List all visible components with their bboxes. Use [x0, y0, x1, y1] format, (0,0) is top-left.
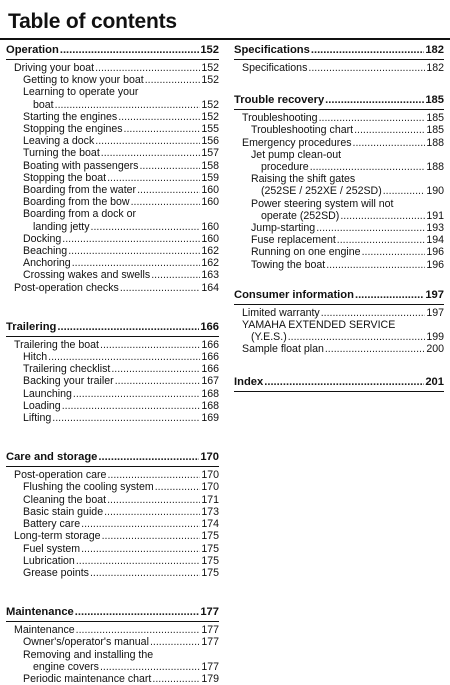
- toc-section-heading[interactable]: [6, 44, 219, 57]
- toc-section-heading[interactable]: [6, 451, 219, 464]
- toc-entry[interactable]: [6, 649, 219, 661]
- toc-entry-text: Running on one engine: [251, 246, 361, 259]
- toc-entry-text: Lifting: [23, 412, 52, 425]
- toc-entry-text: Post-operation care: [14, 469, 107, 482]
- toc-section: [234, 376, 444, 392]
- toc-entry[interactable]: [6, 624, 219, 636]
- toc-page-number: 177: [201, 660, 219, 673]
- dot-leader: [115, 375, 201, 387]
- toc-page-number: 166: [201, 338, 219, 351]
- toc-entry-text: Loading: [23, 399, 61, 412]
- toc-entry-text: Backing your trailer: [23, 375, 114, 388]
- dot-leader: [155, 481, 201, 493]
- toc-entry-text: Boarding from the water: [23, 184, 137, 197]
- dot-leader: [145, 74, 201, 86]
- dot-leader: [68, 245, 200, 257]
- toc-page-number: 185: [426, 112, 444, 125]
- dot-leader: [337, 234, 426, 246]
- toc-entry-text: Jet pump clean-out: [251, 148, 342, 161]
- toc-right-column: [234, 44, 444, 394]
- toc-entry[interactable]: [234, 259, 444, 271]
- section-rule: [234, 59, 444, 60]
- toc-entry[interactable]: [234, 161, 444, 173]
- section-rule: [6, 336, 219, 337]
- toc-page-number: 152: [201, 110, 219, 123]
- dot-leader: [118, 111, 200, 123]
- toc-entry-text: Boating with passengers: [23, 159, 139, 172]
- toc-page-number: 177: [201, 624, 219, 637]
- dot-leader: [107, 172, 200, 184]
- toc-page-number: 191: [426, 209, 444, 222]
- toc-section-heading[interactable]: [6, 606, 219, 619]
- toc-entry[interactable]: [6, 160, 219, 172]
- toc-entry-text: Jump-starting: [251, 222, 316, 235]
- toc-entry[interactable]: [234, 307, 444, 319]
- toc-entry[interactable]: [6, 99, 219, 111]
- toc-page-number: 152: [201, 98, 219, 111]
- toc-page-number: 164: [201, 281, 219, 294]
- dot-leader: [62, 233, 200, 245]
- toc-entry-text: engine covers: [33, 660, 99, 673]
- dot-leader: [107, 469, 200, 481]
- toc-entry[interactable]: [234, 124, 444, 136]
- toc-entry-text: Grease points: [23, 566, 89, 579]
- toc-entry-text: Battery care: [23, 518, 81, 531]
- toc-entry[interactable]: [234, 149, 444, 161]
- toc-entry-text: Emergency procedures: [242, 136, 352, 149]
- toc-section-heading[interactable]: [234, 376, 444, 389]
- toc-entry-text: Stopping the engines: [23, 123, 123, 136]
- toc-heading-text: Specifications: [234, 44, 310, 56]
- dot-leader: [308, 62, 425, 74]
- toc-page-number: 175: [201, 566, 219, 579]
- toc-heading-text: Operation: [6, 44, 59, 56]
- toc-heading-text: Care and storage: [6, 451, 98, 464]
- toc-entry-text: Trailering checklist: [23, 363, 111, 376]
- toc-page-number: 179: [201, 672, 219, 685]
- toc-page-number: 173: [201, 505, 219, 518]
- toc-entry[interactable]: [6, 269, 219, 281]
- dot-leader: [57, 321, 199, 334]
- toc-page-number: 166: [201, 351, 219, 364]
- toc-entry-text: Anchoring: [23, 257, 71, 270]
- toc-page-number: 185: [425, 94, 444, 107]
- toc-page-number: 155: [201, 123, 219, 136]
- toc-entry[interactable]: [6, 567, 219, 579]
- toc-entry[interactable]: [6, 221, 219, 233]
- toc-entry-text: (Y.E.S.): [251, 331, 287, 344]
- toc-page-number: 175: [201, 530, 219, 543]
- dot-leader: [139, 160, 200, 172]
- dot-leader: [120, 282, 200, 294]
- toc-heading-text: Trailering: [6, 320, 57, 333]
- toc-section: [234, 289, 444, 356]
- toc-entry[interactable]: [6, 147, 219, 159]
- toc-page-number: 175: [201, 554, 219, 567]
- toc-entry[interactable]: [6, 412, 219, 424]
- toc-page-number: 199: [426, 331, 444, 344]
- dot-leader: [90, 567, 200, 579]
- toc-entry-text: Turning the boat: [23, 147, 100, 160]
- toc-entry[interactable]: [6, 530, 219, 542]
- section-rule: [234, 391, 444, 392]
- dot-leader: [101, 147, 201, 159]
- dot-leader: [60, 44, 199, 57]
- dot-leader: [355, 289, 424, 302]
- toc-page-number: 160: [201, 220, 219, 233]
- toc-heading-text: Consumer information: [234, 288, 354, 301]
- toc-entry-text: Boarding from the bow: [23, 196, 130, 209]
- toc-entry[interactable]: [6, 506, 219, 518]
- toc-page-number: 166: [200, 320, 219, 333]
- toc-entry-text: Long-term storage: [14, 530, 101, 543]
- dot-leader: [55, 99, 201, 111]
- toc-entry[interactable]: [234, 62, 444, 74]
- toc-entry[interactable]: [234, 319, 444, 331]
- section-rule: [234, 109, 444, 110]
- toc-entry-text: Getting to know your boat: [23, 74, 144, 87]
- dot-leader: [75, 606, 200, 619]
- toc-page-number: 193: [426, 222, 444, 235]
- toc-entry-text: Launching: [23, 387, 72, 400]
- dot-leader: [152, 673, 200, 685]
- toc-entry[interactable]: [6, 282, 219, 294]
- dot-leader: [95, 135, 200, 147]
- dot-leader: [316, 222, 425, 234]
- toc-section: [234, 44, 444, 74]
- toc-page-number: 188: [426, 136, 444, 149]
- toc-page-number: 163: [201, 269, 219, 282]
- dot-leader: [150, 636, 200, 648]
- toc-entry-text: Stopping the boat: [23, 171, 107, 184]
- toc-entry-text: Periodic maintenance chart: [23, 672, 152, 685]
- dot-leader: [76, 624, 201, 636]
- toc-page-number: 182: [426, 62, 444, 74]
- toc-entry[interactable]: [6, 123, 219, 135]
- section-rule: [234, 304, 444, 305]
- toc-page-number: 177: [201, 636, 219, 649]
- toc-entry[interactable]: [6, 661, 219, 673]
- toc-page-number: 162: [201, 245, 219, 258]
- toc-section: [6, 321, 219, 424]
- toc-entry-text: Hitch: [23, 351, 48, 364]
- toc-page-number: 157: [201, 147, 219, 160]
- toc-entry-text: Limited warranty: [242, 306, 320, 319]
- toc-entry-text: Beaching: [23, 245, 68, 258]
- toc-page-number: 170: [201, 469, 219, 482]
- dot-leader: [72, 257, 201, 269]
- dot-leader: [325, 343, 425, 355]
- toc-entry[interactable]: [6, 518, 219, 530]
- toc-entry[interactable]: [6, 481, 219, 493]
- dot-leader: [137, 184, 200, 196]
- toc-entry[interactable]: [6, 184, 219, 196]
- toc-page-number: 175: [201, 542, 219, 555]
- toc-page-number: 170: [201, 481, 219, 494]
- toc-page-number: 168: [201, 399, 219, 412]
- toc-page-number: 200: [426, 343, 444, 356]
- toc-entry-text: Leaving a dock: [23, 135, 95, 148]
- toc-entry-text: Raising the shift gates: [251, 173, 356, 186]
- toc-entry[interactable]: [6, 196, 219, 208]
- toc-page-number: 158: [201, 159, 219, 172]
- toc-page-number: 185: [426, 124, 444, 137]
- toc-entry[interactable]: [6, 135, 219, 147]
- toc-entry-text: Fuse replacement: [251, 234, 336, 247]
- toc-entry[interactable]: [6, 245, 219, 257]
- toc-page-number: 152: [200, 44, 219, 56]
- toc-entry[interactable]: [234, 222, 444, 234]
- toc-heading-text: Index: [234, 375, 264, 388]
- toc-page-number: 152: [201, 62, 219, 74]
- toc-entry[interactable]: [6, 233, 219, 245]
- toc-entry-text: Fuel system: [23, 542, 81, 555]
- toc-page-number: 168: [201, 387, 219, 400]
- toc-entry-text: Towing the boat: [251, 258, 326, 271]
- toc-entry[interactable]: [6, 469, 219, 481]
- section-rule: [6, 621, 219, 622]
- toc-entry[interactable]: [6, 375, 219, 387]
- toc-entry-text: Power steering system will not: [251, 197, 394, 210]
- toc-page-number: 159: [201, 171, 219, 184]
- dot-leader: [73, 388, 200, 400]
- dot-leader: [98, 451, 199, 464]
- toc-section-heading[interactable]: [6, 321, 219, 334]
- toc-page-number: 177: [200, 606, 219, 619]
- toc-section: [6, 451, 219, 579]
- toc-entry[interactable]: [6, 339, 219, 351]
- toc-entry-text: boat: [33, 98, 54, 111]
- toc-entry[interactable]: [6, 363, 219, 375]
- toc-page-number: 194: [426, 234, 444, 247]
- toc-entry[interactable]: [234, 234, 444, 246]
- page-title: Table of contents: [8, 10, 177, 33]
- toc-entry[interactable]: [234, 343, 444, 355]
- toc-entry-text: YAMAHA EXTENDED SERVICE: [242, 319, 396, 332]
- dot-leader: [95, 62, 200, 74]
- toc-page-number: 166: [201, 363, 219, 376]
- toc-entry[interactable]: [6, 543, 219, 555]
- toc-entry[interactable]: [6, 673, 219, 685]
- section-rule: [6, 59, 219, 60]
- toc-entry[interactable]: [6, 172, 219, 184]
- toc-entry-text: procedure: [261, 161, 309, 174]
- toc-entry-text: Troubleshooting chart: [251, 124, 354, 137]
- toc-entry[interactable]: [6, 257, 219, 269]
- toc-entry-text: Trailering the boat: [14, 338, 99, 351]
- toc-entry[interactable]: [234, 173, 444, 185]
- dot-leader: [81, 518, 200, 530]
- toc-page-number: 196: [426, 258, 444, 271]
- toc-entry[interactable]: [6, 388, 219, 400]
- toc-entry-text: Sample float plan: [242, 343, 324, 356]
- dot-leader: [48, 351, 200, 363]
- toc-entry[interactable]: [6, 111, 219, 123]
- toc-entry-text: Specifications: [242, 62, 308, 74]
- toc-entry-text: Docking: [23, 232, 62, 245]
- toc-entry-text: Cleaning the boat: [23, 493, 107, 506]
- toc-page-number: 197: [425, 288, 444, 301]
- dot-leader: [362, 246, 426, 258]
- dot-leader: [91, 221, 201, 233]
- toc-entry-text: Driving your boat: [14, 62, 95, 74]
- dot-leader: [124, 123, 201, 135]
- toc-entry-text: Starting the engines: [23, 110, 118, 123]
- toc-entry-text: Flushing the cooling system: [23, 481, 154, 494]
- toc-page-number: 190: [426, 185, 444, 198]
- toc-section-heading[interactable]: [234, 289, 444, 302]
- toc-page-number: 182: [425, 44, 444, 56]
- toc-section-heading[interactable]: [234, 44, 444, 57]
- toc-page-number: 197: [426, 306, 444, 319]
- toc-page-number: 160: [201, 232, 219, 245]
- dot-leader: [353, 137, 426, 149]
- dot-leader: [100, 339, 200, 351]
- toc-section-heading[interactable]: [234, 94, 444, 107]
- dot-leader: [383, 185, 426, 197]
- toc-page-number: 152: [201, 74, 219, 87]
- toc-page-number: 160: [201, 196, 219, 209]
- dot-leader: [325, 94, 424, 107]
- toc-page-number: 170: [200, 451, 219, 464]
- toc-entry[interactable]: [6, 400, 219, 412]
- toc-entry[interactable]: [6, 62, 219, 74]
- dot-leader: [151, 269, 200, 281]
- section-rule: [6, 466, 219, 467]
- toc-entry-text: Owner's/operator's manual: [23, 636, 149, 649]
- toc-entry-text: operate (252SD): [261, 209, 340, 222]
- toc-entry[interactable]: [6, 351, 219, 363]
- toc-entry-text: (252SE / 252XE / 252SD): [261, 185, 382, 198]
- dot-leader: [354, 124, 425, 136]
- toc-entry-text: Lubrication: [23, 554, 75, 567]
- toc-entry[interactable]: [234, 112, 444, 124]
- dot-leader: [326, 259, 425, 271]
- dot-leader: [321, 307, 426, 319]
- toc-entry-text: Troubleshooting: [242, 112, 318, 125]
- toc-section: [234, 94, 444, 271]
- toc-entry-text: Removing and installing the: [23, 648, 154, 661]
- title-rule: [0, 38, 450, 40]
- toc-left-column: [6, 44, 219, 685]
- toc-page-number: 169: [201, 412, 219, 425]
- toc-entry[interactable]: [234, 210, 444, 222]
- toc-entry[interactable]: [6, 74, 219, 86]
- toc-entry[interactable]: [6, 636, 219, 648]
- toc-entry-text: Maintenance: [14, 624, 75, 637]
- toc-entry-text: Learning to operate your: [23, 86, 139, 99]
- toc-page-number: 188: [426, 161, 444, 174]
- dot-leader: [52, 412, 200, 424]
- toc-page-number: 162: [201, 257, 219, 270]
- dot-leader: [264, 376, 424, 389]
- toc-entry-text: Post-operation checks: [14, 281, 119, 294]
- dot-leader: [310, 161, 426, 173]
- toc-entry[interactable]: [234, 137, 444, 149]
- toc-page-number: 160: [201, 184, 219, 197]
- toc-entry-text: Boarding from a dock or: [23, 208, 137, 221]
- toc-section: [6, 44, 219, 294]
- toc-entry-text: Crossing wakes and swells: [23, 269, 151, 282]
- dot-leader: [76, 555, 200, 567]
- toc-entry[interactable]: [234, 331, 444, 343]
- toc-page-number: 201: [425, 375, 444, 388]
- dot-leader: [319, 112, 426, 124]
- dot-leader: [62, 400, 201, 412]
- toc-entry[interactable]: [234, 246, 444, 258]
- toc-entry[interactable]: [6, 208, 219, 220]
- dot-leader: [111, 363, 200, 375]
- toc-page-number: 196: [426, 246, 444, 259]
- toc-entry[interactable]: [6, 555, 219, 567]
- toc-entry-text: landing jetty: [33, 220, 90, 233]
- dot-leader: [311, 44, 424, 57]
- toc-page-number: 167: [201, 375, 219, 388]
- dot-leader: [102, 530, 201, 542]
- dot-leader: [340, 210, 425, 222]
- toc-section: [6, 606, 219, 685]
- dot-leader: [107, 494, 200, 506]
- dot-leader: [81, 543, 200, 555]
- toc-entry[interactable]: [234, 198, 444, 210]
- toc-heading-text: Maintenance: [6, 606, 74, 619]
- toc-entry[interactable]: [6, 494, 219, 506]
- dot-leader: [104, 506, 200, 518]
- dot-leader: [100, 661, 200, 673]
- toc-entry[interactable]: [234, 185, 444, 197]
- toc-entry[interactable]: [6, 86, 219, 98]
- dot-leader: [131, 196, 201, 208]
- toc-page-number: 156: [201, 135, 219, 148]
- toc-page-number: 174: [201, 518, 219, 531]
- toc-page-number: 171: [201, 493, 219, 506]
- dot-leader: [288, 331, 426, 343]
- toc-entry-text: Basic stain guide: [23, 505, 104, 518]
- toc-heading-text: Trouble recovery: [234, 94, 325, 107]
